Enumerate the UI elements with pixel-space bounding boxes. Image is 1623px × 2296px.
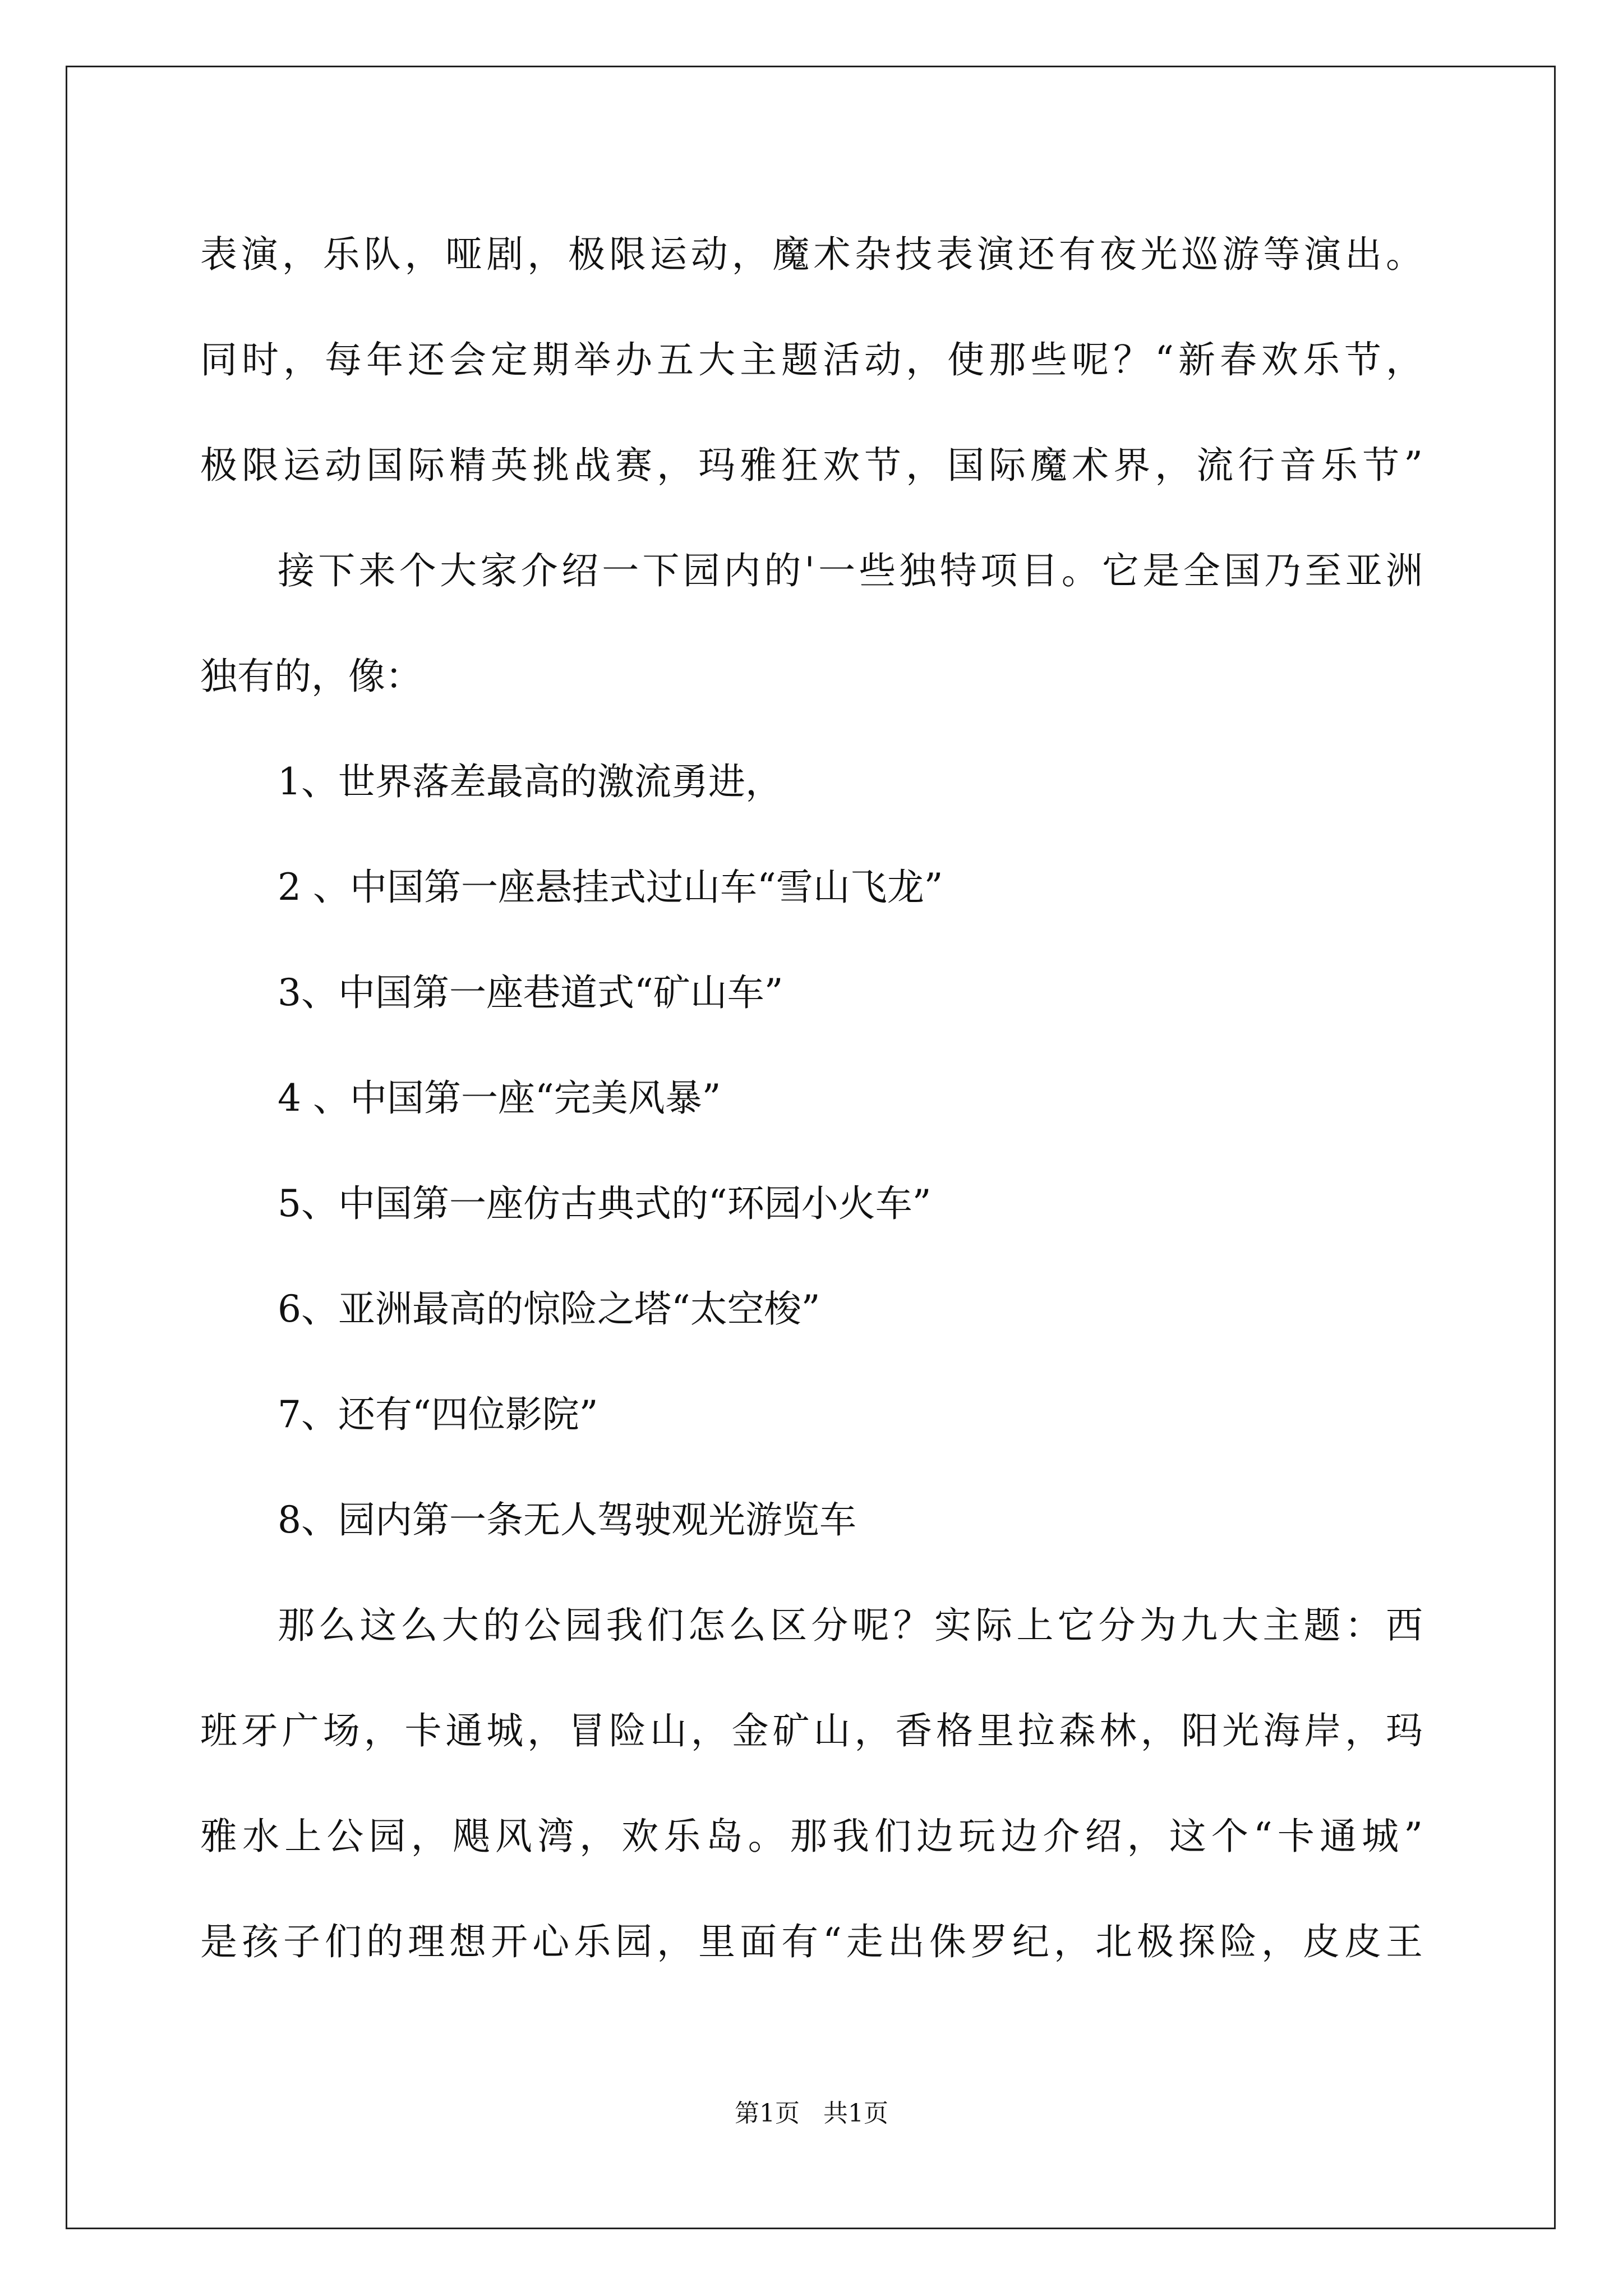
list-item: 3、中国第一座巷道式“矿山车” [278,971,783,1014]
paragraph-line: 班牙广场，卡通城，冒险山，金矿山，香格里拉森林，阳光海岸，玛 [200,1709,1423,1752]
list-item: 5、中国第一座仿古典式的“环园小火车” [278,1182,932,1225]
paragraph-line: 极限运动国际精英挑战赛，玛雅狂欢节，国际魔术界，流行音乐节” [200,444,1423,487]
list-item: 6、亚洲最高的惊险之塔“太空梭” [278,1287,820,1331]
paragraph-line: 接下来个大家介绍一下园内的'一些独特项目。它是全国乃至亚洲 [278,549,1423,592]
list-item: 2 、中国第一座悬挂式过山车“雪山飞龙” [278,866,943,909]
page-footer [0,2097,1623,2131]
paragraph-line: 表演，乐队，哑剧，极限运动，魔术杂技表演还有夜光巡游等演出。 [200,233,1423,276]
paragraph-line: 是孩子们的理想开心乐园，里面有“走出侏罗纪，北极探险，皮皮王 [200,1920,1423,1963]
paragraph-line: 那么这么大的公园我们怎么区分呢？实际上它分为九大主题：西 [278,1604,1423,1647]
list-item: 7、还有“四位影院” [278,1393,598,1436]
list-item: 1、世界落差最高的激流勇进， [278,760,782,803]
paragraph-line: 雅水上公园，飓风湾，欢乐岛。那我们边玩边介绍，这个“卡通城” [200,1815,1423,1858]
paragraph-line: 同时，每年还会定期举办五大主题活动，使那些呢？“新春欢乐节， [200,338,1423,381]
list-item: 4 、中国第一座“完美风暴” [278,1076,721,1120]
list-item: 8、园内第一条无人驾驶观光游览车 [278,1498,856,1542]
paragraph-line: 独有的，像： [200,655,422,698]
page-total: 共1页 [823,2099,888,2128]
document-body [200,202,1423,1995]
page-number: 第1页 [735,2099,800,2128]
